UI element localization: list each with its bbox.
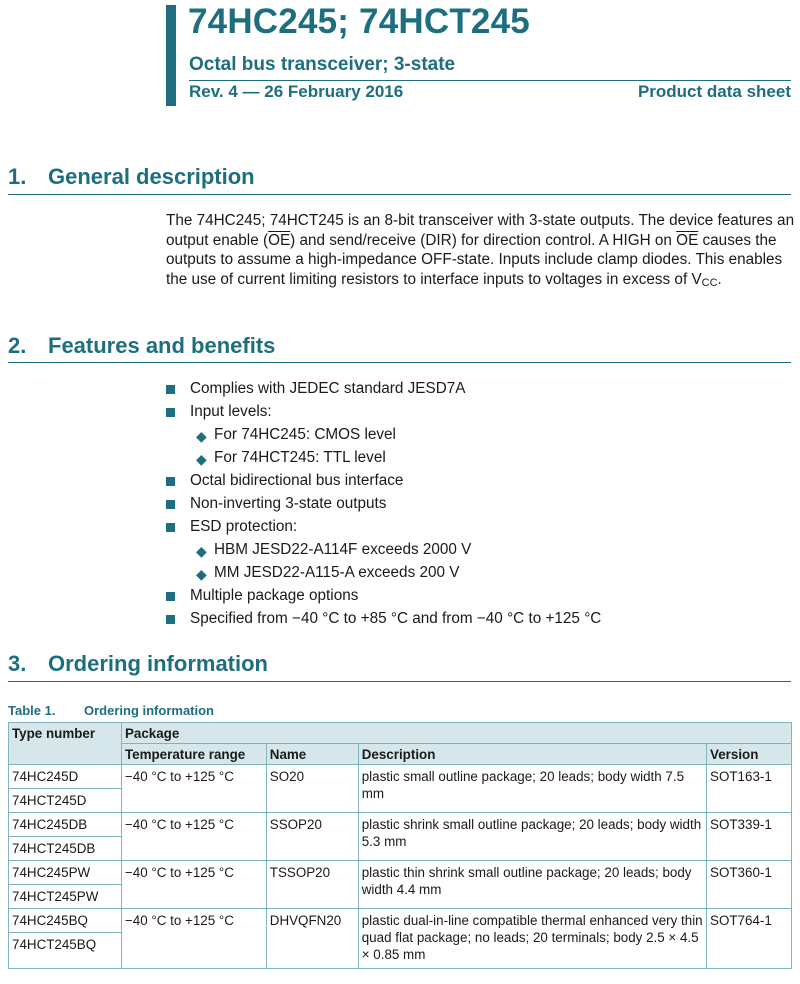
section-title: Features and benefits — [48, 333, 276, 358]
feature-item: Input levels: — [190, 403, 272, 420]
section-title: General description — [48, 164, 255, 189]
header-version: Version — [707, 744, 792, 765]
type-number: 74HC245DB — [9, 813, 121, 837]
table-row — [9, 765, 792, 813]
type-number-cell — [9, 909, 122, 969]
temp-range-cell: −40 °C to +125 °C — [121, 909, 266, 969]
square-bullet-icon — [166, 592, 175, 601]
feature-item: Non-inverting 3-state outputs — [190, 495, 387, 512]
type-number-cell — [9, 813, 122, 861]
type-number-cell — [9, 861, 122, 909]
type-number: 74HC245D — [9, 765, 121, 789]
type-number-cell — [9, 765, 122, 813]
text-run: The 74HC245; 74HCT245 is an 8-bit transceiver with 3-state outputs. The device features an output enable ( — [166, 212, 795, 249]
section-heading-ordering — [8, 651, 268, 677]
square-bullet-icon — [166, 523, 175, 532]
type-number: 74HCT245DB — [12, 841, 96, 856]
vcc-subscript: CC — [701, 277, 718, 290]
header-temp-range: Temperature range — [121, 744, 266, 765]
version-cell: SOT764-1 — [707, 909, 792, 969]
section-divider — [8, 362, 791, 363]
section-heading-features — [8, 333, 275, 359]
diamond-bullet-icon: ◆ — [196, 566, 207, 582]
section-title: Ordering information — [48, 651, 268, 676]
description-cell: plastic dual-in-line compatible thermal enhanced very thin quad flat package; no leads; 20 terminals; body 2.5 × 4.5 × 0.85 mm — [358, 909, 706, 969]
feature-subitem: HBM JESD22-A114F exceeds 2000 V — [214, 541, 472, 558]
diamond-bullet-icon: ◆ — [196, 543, 207, 559]
oe-signal: $\overline{OE}$ — [268, 231, 291, 249]
table-subheader-row — [9, 744, 792, 765]
package-name-cell: DHVQFN20 — [266, 909, 358, 969]
version-cell: SOT163-1 — [707, 765, 792, 813]
version-cell: SOT339-1 — [707, 813, 792, 861]
section-heading-general-description — [8, 164, 255, 190]
type-number: 74HC245PW — [9, 861, 121, 885]
table-title: Ordering information — [84, 703, 214, 718]
general-description-paragraph — [166, 211, 796, 294]
feature-subitem: For 74HC245: CMOS level — [214, 426, 396, 443]
package-name-cell: SO20 — [266, 765, 358, 813]
text-run: ) and send/receive (DIR) for direction control. A HIGH on — [290, 231, 677, 249]
header-description: Description — [358, 744, 706, 765]
section-number: 2. — [8, 333, 27, 358]
table-row — [9, 909, 792, 969]
table-caption — [8, 703, 214, 718]
temp-range-cell: −40 °C to +125 °C — [121, 765, 266, 813]
package-name-cell: TSSOP20 — [266, 861, 358, 909]
header-divider — [189, 80, 791, 81]
header-accent-bar — [166, 5, 176, 106]
feature-item: Specified from −40 °C to +85 °C and from −40 °C to +125 °C — [190, 610, 602, 627]
diamond-bullet-icon: ◆ — [196, 428, 207, 444]
type-number: 74HCT245PW — [12, 889, 99, 904]
square-bullet-icon — [166, 408, 175, 417]
square-bullet-icon — [166, 500, 175, 509]
section-divider — [8, 681, 791, 682]
document-subtitle: Octal bus transceiver; 3-state — [189, 54, 456, 75]
document-title: 74HC245; 74HCT245 — [188, 2, 530, 41]
feature-item: Multiple package options — [190, 587, 359, 604]
feature-item: ESD protection: — [190, 518, 298, 535]
description-cell: plastic shrink small outline package; 20 leads; body width 5.3 mm — [358, 813, 706, 861]
type-number: 74HC245BQ — [9, 909, 121, 933]
oe-signal: $\overline{OE}$ — [676, 231, 699, 249]
feature-subitem: MM JESD22-A115-A exceeds 200 V — [214, 564, 460, 581]
header-type-number: Type number — [9, 723, 122, 765]
description-cell: plastic thin shrink small outline package; 20 leads; body width 4.4 mm — [358, 861, 706, 909]
table-row — [9, 813, 792, 861]
temp-range-cell: −40 °C to +125 °C — [121, 813, 266, 861]
description-cell: plastic small outline package; 20 leads; body width 7.5 mm — [358, 765, 706, 813]
type-number: 74HCT245D — [12, 793, 87, 808]
table-number: Table 1. — [8, 703, 56, 718]
diamond-bullet-icon: ◆ — [196, 451, 207, 467]
ordering-table — [8, 722, 792, 969]
package-name-cell: SSOP20 — [266, 813, 358, 861]
feature-item: Octal bidirectional bus interface — [190, 472, 404, 489]
text-run: . — [717, 271, 722, 289]
text-run: causes the outputs to assume a high-impedance OFF-state. Inputs include clamp diodes. This enables the use of current limiting resistors to interface inputs to voltages in excess of V — [166, 231, 783, 289]
header-name: Name — [266, 744, 358, 765]
section-divider — [8, 194, 791, 195]
section-number: 3. — [8, 651, 27, 676]
document-type: Product data sheet — [637, 82, 791, 101]
feature-item: Complies with JEDEC standard JESD7A — [190, 380, 466, 397]
section-number: 1. — [8, 164, 27, 189]
header-package: Package — [121, 723, 791, 744]
square-bullet-icon — [166, 477, 175, 486]
revision-info: Rev. 4 — 26 February 2016 — [189, 82, 404, 101]
square-bullet-icon — [166, 615, 175, 624]
table-header-row — [9, 723, 792, 744]
table-row — [9, 861, 792, 909]
square-bullet-icon — [166, 385, 175, 394]
type-number: 74HCT245BQ — [12, 937, 97, 952]
temp-range-cell: −40 °C to +125 °C — [121, 861, 266, 909]
feature-subitem: For 74HCT245: TTL level — [214, 449, 386, 466]
version-cell: SOT360-1 — [707, 861, 792, 909]
